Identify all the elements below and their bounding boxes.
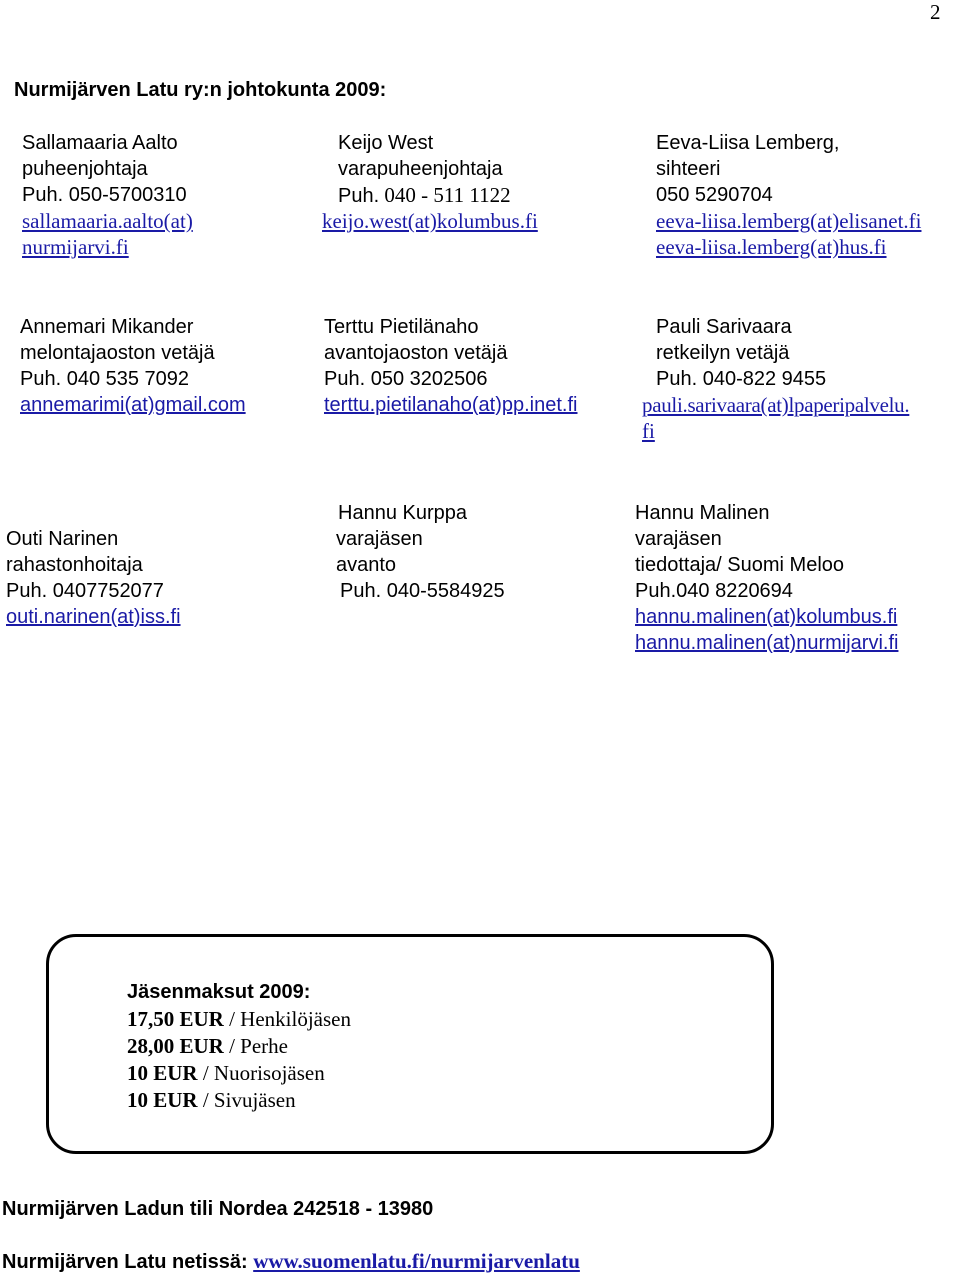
member-role: varapuheenjohtaja xyxy=(338,158,503,180)
member-role: varajäsen xyxy=(635,528,722,550)
member-phone: Puh. 050 3202506 xyxy=(324,368,488,390)
member-role: rahastonhoitaja xyxy=(6,554,143,576)
member-name: Outi Narinen xyxy=(6,528,119,550)
board-member-paddling xyxy=(20,314,246,418)
member-name: Eeva-Liisa Lemberg, xyxy=(656,132,840,154)
membership-fees xyxy=(127,979,351,1114)
fees-title: Jäsenmaksut 2009: xyxy=(127,981,311,1003)
board-member-vice-chair xyxy=(322,130,538,234)
member-phone: Puh. 040-5584925 xyxy=(340,580,505,602)
member-phone: Puh. 040-822 9455 xyxy=(656,368,827,390)
member-role: sihteeri xyxy=(656,158,721,180)
member-name: Annemari Mikander xyxy=(20,316,194,338)
member-email-link[interactable]: nurmijarvi.fi xyxy=(22,235,129,259)
member-role: varajäsen xyxy=(336,528,423,550)
member-name: Terttu Pietilänaho xyxy=(324,316,479,338)
member-email-link[interactable]: keijo.west(at)kolumbus.fi xyxy=(322,209,538,233)
board-title: Nurmijärven Latu ry:n johtokunta 2009: xyxy=(14,79,387,101)
member-email-link[interactable]: hannu.malinen(at)kolumbus.fi xyxy=(635,606,898,628)
bank-account-line: Nurmijärven Ladun tili Nordea 242518 - 13980 xyxy=(2,1198,434,1220)
member-phone: Puh. 0407752077 xyxy=(6,580,164,602)
fee-item xyxy=(127,1087,351,1114)
member-role: retkeilyn vetäjä xyxy=(656,342,790,364)
page-number: 2 xyxy=(930,0,941,24)
member-email-link[interactable]: pauli.sarivaara(at)lpaperipalvelu. xyxy=(642,393,910,417)
fee-amount: 10 EUR xyxy=(127,1088,198,1112)
member-phone-prefix: Puh. xyxy=(338,185,380,207)
member-name: Hannu Malinen xyxy=(635,502,770,524)
member-phone: Puh.040 8220694 xyxy=(635,580,793,602)
member-email-link[interactable]: eeva-liisa.lemberg(at)hus.fi xyxy=(656,235,887,259)
board-member-deputy-malinen xyxy=(635,500,898,656)
member-role: melontajaoston vetäjä xyxy=(20,342,215,364)
member-role-secondary: tiedottaja/ Suomi Meloo xyxy=(635,554,845,576)
web-label: Nurmijärven Latu netissä: xyxy=(2,1251,254,1273)
fee-label: / Nuorisojäsen xyxy=(197,1061,325,1085)
member-email-link[interactable]: fi xyxy=(642,419,655,443)
member-email-link[interactable]: sallamaaria.aalto(at) xyxy=(22,209,193,233)
member-name: Keijo West xyxy=(338,132,434,154)
board-member-chair xyxy=(22,130,193,260)
member-role: avantojaoston vetäjä xyxy=(324,342,508,364)
member-role-secondary: avanto xyxy=(336,554,397,576)
fee-item xyxy=(127,1060,351,1087)
member-role: puheenjohtaja xyxy=(22,158,148,180)
member-phone: Puh. 040 535 7092 xyxy=(20,368,190,390)
member-phone-number: 040 - 511 1122 xyxy=(379,183,511,207)
board-member-treasurer xyxy=(6,526,181,630)
fee-label: / Henkilöjäsen xyxy=(223,1007,351,1031)
member-email-link[interactable]: annemarimi(at)gmail.com xyxy=(20,394,246,416)
member-email-link[interactable]: terttu.pietilanaho(at)pp.inet.fi xyxy=(324,394,578,416)
board-member-ice-swimming xyxy=(324,314,578,418)
fee-label: / Perhe xyxy=(223,1034,288,1058)
web-line xyxy=(2,1248,580,1275)
member-email-link[interactable]: outi.narinen(at)iss.fi xyxy=(6,606,181,628)
fee-item xyxy=(127,1006,351,1033)
member-name: Hannu Kurppa xyxy=(338,502,467,524)
fee-amount: 10 EUR xyxy=(127,1061,198,1085)
board-member-hiking xyxy=(642,314,909,444)
member-name: Sallamaaria Aalto xyxy=(22,132,178,154)
member-email-link[interactable]: eeva-liisa.lemberg(at)elisanet.fi xyxy=(656,209,922,233)
fee-label: / Sivujäsen xyxy=(197,1088,296,1112)
board-member-secretary xyxy=(656,130,921,260)
fee-item xyxy=(127,1033,351,1060)
member-phone: 050 5290704 xyxy=(656,184,773,206)
fee-amount: 17,50 EUR xyxy=(127,1007,224,1031)
web-link[interactable]: www.suomenlatu.fi/nurmijarvenlatu xyxy=(253,1249,580,1273)
member-name: Pauli Sarivaara xyxy=(656,316,792,338)
member-phone: Puh. 050-5700310 xyxy=(22,184,187,206)
fee-amount: 28,00 EUR xyxy=(127,1034,224,1058)
member-email-link[interactable]: hannu.malinen(at)nurmijarvi.fi xyxy=(635,632,899,654)
board-member-deputy-kurppa xyxy=(338,500,505,604)
member-phone xyxy=(322,182,538,208)
